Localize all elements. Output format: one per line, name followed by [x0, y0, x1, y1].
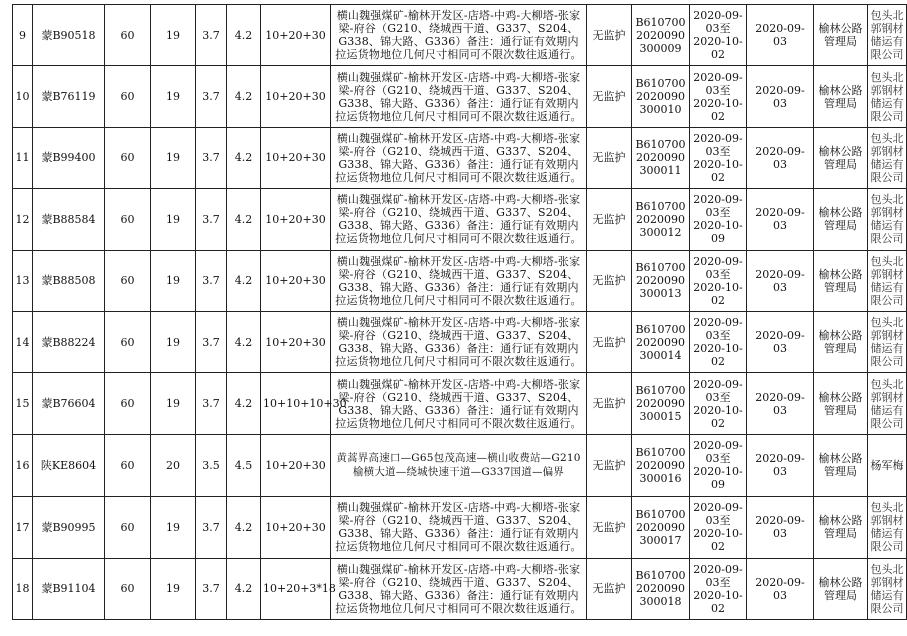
height-cell: 4.2	[227, 497, 261, 558]
escort-status-cell: 无监护	[587, 66, 632, 127]
carrier-company-cell: 包头北郭钢材储运有限公司	[868, 497, 907, 558]
carrier-company-cell: 包头北郭钢材储运有限公司	[868, 189, 907, 250]
plate-number-cell: 蒙B88584	[33, 189, 105, 250]
validity-period-cell: 2020-09-03至2020-10-02	[690, 250, 747, 311]
row-number-cell: 17	[13, 497, 33, 558]
validity-period-cell: 2020-09-03至2020-10-02	[690, 127, 747, 188]
row-number-cell: 9	[13, 5, 33, 66]
width-cell: 3.7	[196, 373, 227, 434]
total-weight-cell: 60	[105, 66, 151, 127]
validity-period-cell: 2020-09-03至2020-10-02	[690, 66, 747, 127]
carrier-company-cell: 包头北郭钢材储运有限公司	[868, 250, 907, 311]
axle-load-cell: 10+20+3*18	[261, 558, 331, 619]
axle-load-cell: 10+20+30	[261, 311, 331, 372]
carrier-company-cell: 包头北郭钢材储运有限公司	[868, 373, 907, 434]
total-weight-cell: 60	[105, 250, 151, 311]
issue-date-cell: 2020-09-03	[747, 497, 814, 558]
table-row	[13, 250, 907, 311]
route-description-cell: 横山魏强煤矿-榆林开发区-店塔-中鸡-大柳塔-张家梁-府谷（G210、绕城西干道、G337、S204、G338、锦大路、G336）备注：通行证有效期内拉运货物地位几何尺寸相同可不限次数往返通行。	[331, 373, 587, 434]
width-cell: 3.7	[196, 127, 227, 188]
row-number-cell: 18	[13, 558, 33, 619]
issuing-office-cell: 榆林公路管理局	[814, 434, 868, 496]
issue-date-cell: 2020-09-03	[747, 434, 814, 496]
total-weight-cell: 60	[105, 189, 151, 250]
total-weight-cell: 60	[105, 127, 151, 188]
height-cell: 4.2	[227, 5, 261, 66]
validity-period-cell: 2020-09-03至2020-10-02	[690, 5, 747, 66]
escort-status-cell: 无监护	[587, 497, 632, 558]
plate-number-cell: 蒙B90995	[33, 497, 105, 558]
escort-status-cell: 无监护	[587, 189, 632, 250]
width-cell: 3.7	[196, 5, 227, 66]
axle-load-cell: 10+20+30	[261, 5, 331, 66]
plate-number-cell: 蒙B88224	[33, 311, 105, 372]
plate-number-cell: 蒙B99400	[33, 127, 105, 188]
height-cell: 4.2	[227, 311, 261, 372]
total-weight-cell: 60	[105, 311, 151, 372]
axle-load-cell: 10+20+30	[261, 250, 331, 311]
validity-period-cell: 2020-09-03至2020-10-02	[690, 497, 747, 558]
escort-status-cell: 无监护	[587, 127, 632, 188]
escort-status-cell: 无监护	[587, 311, 632, 372]
carrier-company-cell: 包头北郭钢材储运有限公司	[868, 5, 907, 66]
table-row	[13, 5, 907, 66]
row-number-cell: 11	[13, 127, 33, 188]
issuing-office-cell: 榆林公路管理局	[814, 5, 868, 66]
route-description-cell: 横山魏强煤矿-榆林开发区-店塔-中鸡-大柳塔-张家梁-府谷（G210、绕城西干道、G337、S204、G338、锦大路、G336）备注：通行证有效期内拉运货物地位几何尺寸相同可不限次数往返通行。	[331, 127, 587, 188]
row-number-cell: 14	[13, 311, 33, 372]
total-weight-cell: 60	[105, 5, 151, 66]
issuing-office-cell: 榆林公路管理局	[814, 373, 868, 434]
length-cell: 20	[151, 434, 196, 496]
table-row	[13, 311, 907, 372]
length-cell: 19	[151, 311, 196, 372]
issuing-office-cell: 榆林公路管理局	[814, 189, 868, 250]
table-row	[13, 497, 907, 558]
issuing-office-cell: 榆林公路管理局	[814, 311, 868, 372]
issuing-office-cell: 榆林公路管理局	[814, 558, 868, 619]
length-cell: 19	[151, 127, 196, 188]
plate-number-cell: 蒙B76604	[33, 373, 105, 434]
axle-load-cell: 10+10+10+30	[261, 373, 331, 434]
route-description-cell: 横山魏强煤矿-榆林开发区-店塔-中鸡-大柳塔-张家梁-府谷（G210、绕城西干道、G337、S204、G338、锦大路、G336）备注：通行证有效期内拉运货物地位几何尺寸相同可不限次数往返通行。	[331, 311, 587, 372]
height-cell: 4.2	[227, 127, 261, 188]
escort-status-cell: 无监护	[587, 5, 632, 66]
height-cell: 4.2	[227, 558, 261, 619]
permit-rows	[13, 5, 907, 620]
row-number-cell: 12	[13, 189, 33, 250]
permit-number-cell: B6107002020090300009	[632, 5, 690, 66]
issuing-office-cell: 榆林公路管理局	[814, 127, 868, 188]
width-cell: 3.7	[196, 189, 227, 250]
permit-number-cell: B6107002020090300011	[632, 127, 690, 188]
height-cell: 4.2	[227, 66, 261, 127]
issuing-office-cell: 榆林公路管理局	[814, 66, 868, 127]
carrier-company-cell: 包头北郭钢材储运有限公司	[868, 558, 907, 619]
total-weight-cell: 60	[105, 434, 151, 496]
issue-date-cell: 2020-09-03	[747, 250, 814, 311]
validity-period-cell: 2020-09-03至2020-10-02	[690, 558, 747, 619]
plate-number-cell: 蒙B76119	[33, 66, 105, 127]
route-description-cell: 横山魏强煤矿-榆林开发区-店塔-中鸡-大柳塔-张家梁-府谷（G210、绕城西干道、G337、S204、G338、锦大路、G336）备注：通行证有效期内拉运货物地位几何尺寸相同可不限次数往返通行。	[331, 66, 587, 127]
width-cell: 3.7	[196, 311, 227, 372]
carrier-company-cell: 包头北郭钢材储运有限公司	[868, 311, 907, 372]
table-row	[13, 127, 907, 188]
total-weight-cell: 60	[105, 497, 151, 558]
width-cell: 3.7	[196, 497, 227, 558]
axle-load-cell: 10+20+30	[261, 434, 331, 496]
table-row	[13, 66, 907, 127]
permit-table	[12, 4, 907, 620]
issuing-office-cell: 榆林公路管理局	[814, 250, 868, 311]
permit-number-cell: B6107002020090300017	[632, 497, 690, 558]
axle-load-cell: 10+20+30	[261, 497, 331, 558]
axle-load-cell: 10+20+30	[261, 127, 331, 188]
axle-load-cell: 10+20+30	[261, 189, 331, 250]
length-cell: 19	[151, 189, 196, 250]
route-description-cell: 横山魏强煤矿-榆林开发区-店塔-中鸡-大柳塔-张家梁-府谷（G210、绕城西干道、G337、S204、G338、锦大路、G336）备注：通行证有效期内拉运货物地位几何尺寸相同可不限次数往返通行。	[331, 250, 587, 311]
carrier-company-cell: 包头北郭钢材储运有限公司	[868, 66, 907, 127]
width-cell: 3.7	[196, 558, 227, 619]
height-cell: 4.2	[227, 250, 261, 311]
route-description-cell: 黄蒿界高速口—G65包茂高速—横山收费站—G210榆横大道—绕城快速干道—G337国道—偏界	[331, 434, 587, 496]
issue-date-cell: 2020-09-03	[747, 373, 814, 434]
table-row	[13, 373, 907, 434]
escort-status-cell: 无监护	[587, 558, 632, 619]
length-cell: 19	[151, 373, 196, 434]
width-cell: 3.7	[196, 250, 227, 311]
issuing-office-cell: 榆林公路管理局	[814, 497, 868, 558]
length-cell: 19	[151, 5, 196, 66]
plate-number-cell: 陕KE8604	[33, 434, 105, 496]
permit-number-cell: B6107002020090300018	[632, 558, 690, 619]
issue-date-cell: 2020-09-03	[747, 66, 814, 127]
length-cell: 19	[151, 250, 196, 311]
permit-number-cell: B6107002020090300014	[632, 311, 690, 372]
issue-date-cell: 2020-09-03	[747, 127, 814, 188]
row-number-cell: 10	[13, 66, 33, 127]
total-weight-cell: 60	[105, 373, 151, 434]
height-cell: 4.2	[227, 189, 261, 250]
validity-period-cell: 2020-09-03至2020-10-02	[690, 373, 747, 434]
carrier-company-cell: 杨军梅	[868, 434, 907, 496]
length-cell: 19	[151, 558, 196, 619]
plate-number-cell: 蒙B91104	[33, 558, 105, 619]
height-cell: 4.2	[227, 373, 261, 434]
width-cell: 3.7	[196, 66, 227, 127]
table-row	[13, 558, 907, 619]
permit-number-cell: B6107002020090300010	[632, 66, 690, 127]
plate-number-cell: 蒙B90518	[33, 5, 105, 66]
table-row	[13, 189, 907, 250]
escort-status-cell: 无监护	[587, 373, 632, 434]
validity-period-cell: 2020-09-03至2020-10-09	[690, 189, 747, 250]
total-weight-cell: 60	[105, 558, 151, 619]
route-description-cell: 横山魏强煤矿-榆林开发区-店塔-中鸡-大柳塔-张家梁-府谷（G210、绕城西干道、G337、S204、G338、锦大路、G336）备注：通行证有效期内拉运货物地位几何尺寸相同可不限次数往返通行。	[331, 558, 587, 619]
issue-date-cell: 2020-09-03	[747, 311, 814, 372]
escort-status-cell: 无监护	[587, 434, 632, 496]
route-description-cell: 横山魏强煤矿-榆林开发区-店塔-中鸡-大柳塔-张家梁-府谷（G210、绕城西干道、G337、S204、G338、锦大路、G336）备注：通行证有效期内拉运货物地位几何尺寸相同可不限次数往返通行。	[331, 5, 587, 66]
issue-date-cell: 2020-09-03	[747, 5, 814, 66]
validity-period-cell: 2020-09-03至2020-10-09	[690, 434, 747, 496]
escort-status-cell: 无监护	[587, 250, 632, 311]
permit-number-cell: B6107002020090300016	[632, 434, 690, 496]
width-cell: 3.5	[196, 434, 227, 496]
row-number-cell: 13	[13, 250, 33, 311]
carrier-company-cell: 包头北郭钢材储运有限公司	[868, 127, 907, 188]
validity-period-cell: 2020-09-03至2020-10-02	[690, 311, 747, 372]
issue-date-cell: 2020-09-03	[747, 558, 814, 619]
issue-date-cell: 2020-09-03	[747, 189, 814, 250]
route-description-cell: 横山魏强煤矿-榆林开发区-店塔-中鸡-大柳塔-张家梁-府谷（G210、绕城西干道、G337、S204、G338、锦大路、G336）备注：通行证有效期内拉运货物地位几何尺寸相同可不限次数往返通行。	[331, 189, 587, 250]
route-description-cell: 横山魏强煤矿-榆林开发区-店塔-中鸡-大柳塔-张家梁-府谷（G210、绕城西干道、G337、S204、G338、锦大路、G336）备注：通行证有效期内拉运货物地位几何尺寸相同可不限次数往返通行。	[331, 497, 587, 558]
length-cell: 19	[151, 66, 196, 127]
row-number-cell: 15	[13, 373, 33, 434]
table-row	[13, 434, 907, 496]
row-number-cell: 16	[13, 434, 33, 496]
plate-number-cell: 蒙B88508	[33, 250, 105, 311]
height-cell: 4.5	[227, 434, 261, 496]
permit-number-cell: B6107002020090300012	[632, 189, 690, 250]
permit-number-cell: B6107002020090300013	[632, 250, 690, 311]
permit-number-cell: B6107002020090300015	[632, 373, 690, 434]
axle-load-cell: 10+20+30	[261, 66, 331, 127]
length-cell: 19	[151, 497, 196, 558]
